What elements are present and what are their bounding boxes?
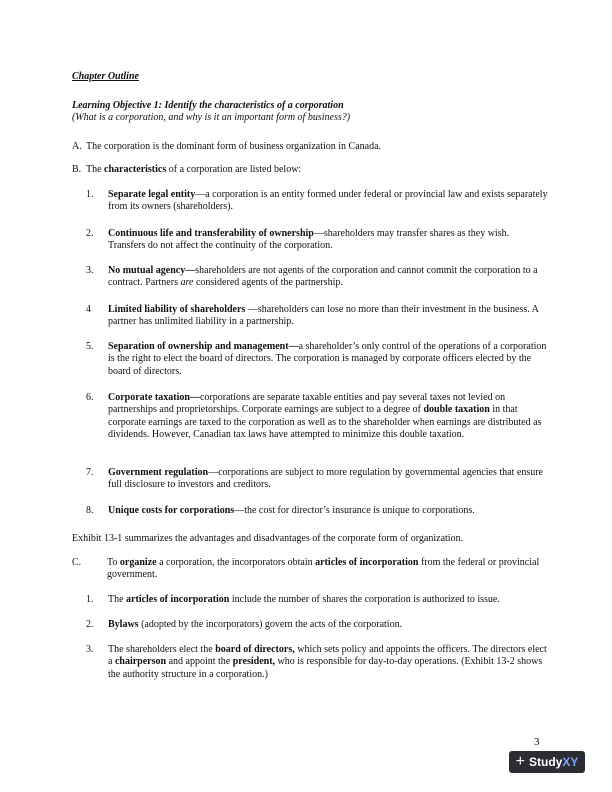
section-b: B. The characteristics of a corporation are listed below:	[72, 164, 302, 175]
section-text: The corporation is the dominant form of business organization in Canada.	[86, 141, 382, 152]
plus-icon: +	[515, 753, 525, 770]
section-letter: A.	[72, 141, 82, 152]
studyxy-logo[interactable]: + Study XY	[509, 751, 585, 773]
document-page: Chapter Outline Learning Objective 1: Identify the characteristics of a corporation (What is a corporation, and why is it an important form of business?) A. The corporation is the dominant form of business organization in Canada. B. The characteristics of a corporation are listed below: 1. Separate legal entity—a corporation is an entity formed under federal or provincial law and exists separately from its owners (shareholders). 2. Continuous life and transferability of ownership—shareholders may transfer shares as they wish. Transfers do not affect the continuity of the corporation. 3. No mutual agency—shareholders are not agents of the corporation and cannot commit the corporation to a contract. Partners are considered agents of the partnership. 4 Limited liability of shareholders —shareholders can lose no more than their investment in the business. A partner has unlimited liability in a partnership. 5. Separation of ownership and management—a shareholder’s only control of the operations of a corporation is the right to elect the board of directors. The corporation is managed by corporate officers elected by the board of directors. 6. Corporate taxation—corporations are separate taxable entities and pay several taxes not levied on partnerships and proprietorships. Corporate earnings are subject to a degree of double taxation in that corporate earnings are taxed to the corporation as well as to the shareholder when earnings are distributed as dividends. However, Canadian tax laws have attempted to minimize this double taxation. 7. Government regulation—corporations are subject to more regulation by governmental agencies that ensure full disclosure to investors and creditors. 8. Unique costs for corporations—the cost for director’s insurance is unique to corporations. Exhibit 13-1 summarizes the advantages and disadvantages of the corporate form of organization. C. To organize a corporation, the incorporators obtain articles of incorporation from the federal or provincial government. 1. The articles of incorporation include the number of shares the corporation is authorized to issue. 2. Bylaws (adopted by the incorporators) govern the acts of the corporation. 3. The shareholders elect the board of directors, which sets policy and appoints the officers. The directors elect a chairperson and appoint the president, who is responsible for day-to-day operations. (Exhibit 13-2 shows the authority structure in a corporation.) 3 + Study XY	[0, 0, 612, 792]
section-letter: C.	[72, 557, 82, 568]
page-number: 3	[534, 736, 540, 748]
learning-objective-subtitle: (What is a corporation, and why is it an important form of business?)	[72, 112, 351, 123]
exhibit-note: Exhibit 13-1 summarizes the advantages and disadvantages of the corporate form of organization.	[72, 533, 464, 544]
section-letter: B.	[72, 164, 82, 175]
section-a	[72, 141, 381, 153]
section-c: To organize a corporation, the incorporators obtain articles of incorporation from the federal or provincial government.	[107, 557, 540, 581]
page-title: Chapter Outline	[72, 71, 139, 82]
learning-objective-title: Learning Objective 1: Identify the characteristics of a corporation	[72, 100, 344, 111]
